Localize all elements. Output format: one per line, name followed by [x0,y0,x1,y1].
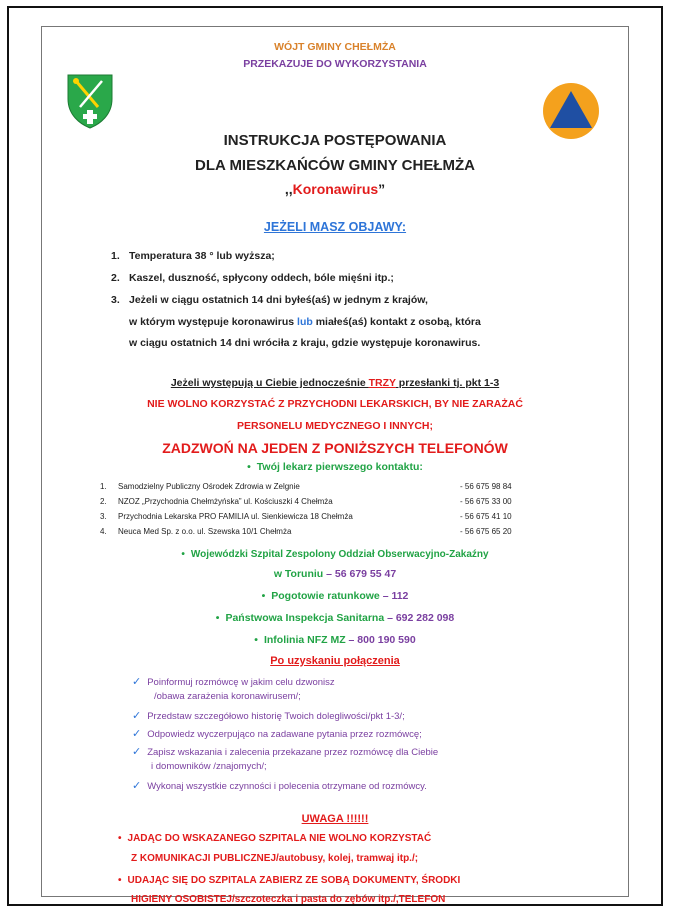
document-border [41,26,629,905]
header-line-1: WÓJT GMINY CHEŁMŻA [274,41,396,53]
clinic-phone: - 56 675 98 84 [460,482,512,491]
title-koronawirus [42,181,628,197]
close-quote: ” [378,181,386,197]
clinic-row: 3. Przychodnia Lekarska PRO FAMILIA ul. Sienkiewicza 18 Chełmża [100,512,353,521]
attention-heading: UWAGA !!!!!! [301,813,369,825]
clinic-name: Samodzielny Publiczny Ośrodek Zdrowia w Zelgnie [118,482,300,491]
symptom-text: Temperatura 38 ° lub wyższa; [129,250,275,262]
open-quote: ,, [284,181,293,197]
symptom-item-continued: w którym występuje koronawirus lub miałeś(aś) kontakt z osobą, która [129,316,481,328]
hospital-line-1: • Wojewódzki Szpital Zespolony Oddział Obserwacyjno-Zakaźny [181,549,489,560]
instruction-item: ✓ Zapisz wskazania i zalecenia przekazane przez rozmówcę dla Ciebie [132,746,439,758]
symptom-text: Jeżeli w ciągu ostatnich 14 dni byłeś(aś) w jednym z krajów, [129,294,428,306]
after-call-heading: Po uzyskaniu połączenia [270,655,400,667]
instruction-item-continued: /obawa zarażenia koronawirusem/; [154,691,301,702]
hospital-phone: – 56 679 55 47 [323,568,397,580]
symptom-item [111,294,428,306]
bullet-icon: • [254,634,258,646]
clinic-name: Neuca Med Sp. z o.o. ul. Szewska 10/1 Chełmża [118,527,292,536]
attention-item: • UDAJĄC SIĘ DO SZPITALA ZABIERZ ZE SOBĄ DOKUMENTY, ŚRODKI [118,875,461,886]
coat-of-arms-icon [66,73,114,129]
check-icon: ✓ [132,710,142,722]
warning-line-3: PERSONELU MEDYCZNEGO I INNYCH; [236,420,433,432]
clinic-row: 4. Neuca Med Sp. z o.o. ul. Szewska 10/1 Chełmża [100,527,292,536]
clinic-row: 1. Samodzielny Publiczny Ośrodek Zdrowia w Zelgnie [100,482,300,491]
sanepid-phone: – 692 282 098 [384,612,455,624]
attention-item-continued: Z KOMUNIKACJI PUBLICZNEJ/autobusy, kolej, tramwaj itp./; [131,853,419,864]
bullet-icon: • [215,612,220,624]
clinic-phone: - 56 675 65 20 [460,527,512,536]
clinic-phone: - 56 675 33 00 [460,497,512,506]
warning-line-2: NIE WOLNO KORZYSTAĆ Z PRZYCHODNI LEKARSKICH, BY NIE ZARAŻAĆ [147,398,523,410]
bullet-icon: • [181,549,185,560]
bullet-icon: • [118,875,122,886]
check-icon: ✓ [132,746,142,758]
symptom-item-continued: w ciągu ostatnich 14 dni wróciła z kraju, gdzie występuje koronawirus. [129,337,481,349]
instruction-item: ✓ Przedstaw szczegółowo historię Twoich dolegliwości/pkt 1-3/; [132,710,405,722]
warning-line-1: Jeżeli występują u Ciebie jednocześnie TRZY przesłanki tj. pkt 1-3 [170,377,500,389]
check-icon: ✓ [132,676,142,688]
instruction-item-continued: i domowników /znajomych/; [151,761,267,772]
trzy-word: TRZY [368,377,396,389]
title-line-1: INSTRUKCJA POSTĘPOWANIA [223,132,447,149]
symptoms-heading: JEŻELI MASZ OBJAWY: [263,220,407,234]
clinic-row: 2. NZOZ „Przychodnia Chełmżyńska” ul. Kościuszki 4 Chełmża [100,497,333,506]
instruction-item: ✓ Wykonaj wszystkie czynności i polecenia otrzymane od rozmówcy. [132,780,427,792]
symptom-number: 1. [111,250,120,262]
check-icon: ✓ [132,780,142,792]
attention-item: • JADĄC DO WSKAZANEGO SZPITALA NIE WOLNO KORZYSTAĆ [118,833,432,844]
nfz-phone: – 800 190 590 [345,634,416,646]
instruction-item: ✓ Poinformuj rozmówcę w jakim celu dzwonisz [132,676,335,688]
sanepid-line: • Państwowa Inspekcja Sanitarna – 692 282 098 [215,612,455,624]
clinic-name: Przychodnia Lekarska PRO FAMILIA ul. Sienkiewicza 18 Chełmża [118,512,353,521]
header-line-2: PRZEKAZUJE DO WYKORZYSTANIA [243,58,427,70]
clinic-phone: - 56 675 41 10 [460,512,512,521]
clinic-name: NZOZ „Przychodnia Chełmżyńska” ul. Kościuszki 4 Chełmża [118,497,333,506]
symptom-number: 2. [111,272,120,284]
symptom-number: 3. [111,294,120,306]
nfz-line: • Infolinia NFZ MZ – 800 190 590 [254,634,416,646]
instruction-item: ✓ Odpowiedz wyczerpująco na zadawane pytania przez rozmówcę; [132,728,422,740]
bullet-icon: • [118,833,122,844]
bullet-icon: • [261,590,266,602]
ambulance-phone: – 112 [379,590,409,602]
virus-word: Koronawirus [292,181,379,197]
bullet-icon: • [247,461,251,473]
symptom-text: Kaszel, duszność, spłycony oddech, bóle mięśni itp.; [129,272,394,284]
symptom-item [111,272,394,284]
title-line-2: DLA MIESZKAŃCÓW GMINY CHEŁMŻA [195,157,475,174]
call-heading: ZADZWOŃ NA JEDEN Z PONIŻSZYCH TELEFONÓW [162,440,508,456]
hospital-line-2: w Toruniu – 56 679 55 47 [273,568,397,580]
ambulance-line: • Pogotowie ratunkowe – 112 [261,590,409,602]
check-icon: ✓ [132,728,142,740]
page-frame [7,6,663,906]
symptom-item [111,250,275,262]
lub-word: lub [297,316,313,328]
attention-item-continued: HIGIENY OSOBISTEJ/szczoteczka i pasta do zębów itp./,TELEFON [131,894,446,905]
doctor-heading: • Twój lekarz pierwszego kontaktu: [247,461,423,473]
